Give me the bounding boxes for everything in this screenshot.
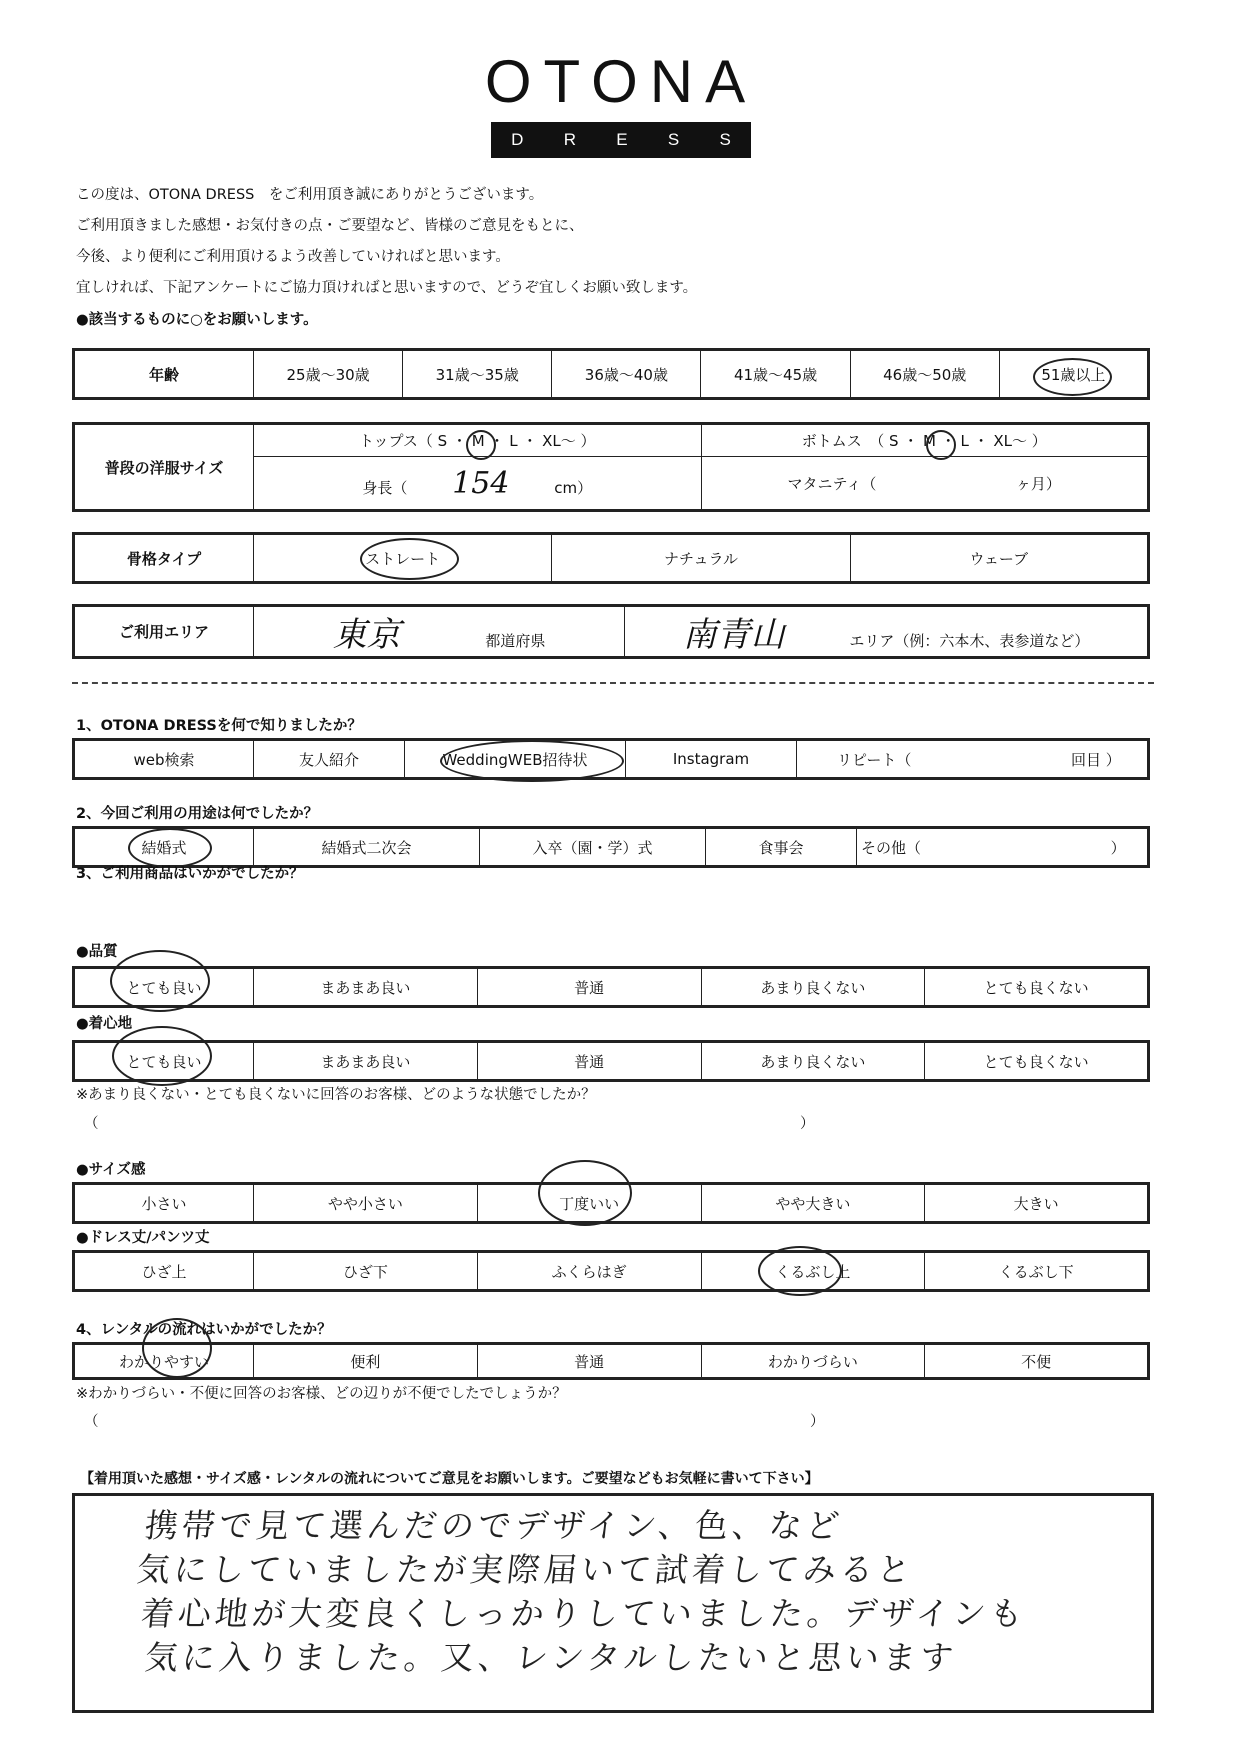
area-table (72, 604, 1150, 659)
length-option[interactable]: くるぶし下 (925, 1252, 1149, 1291)
prefecture-value: 東京 (332, 615, 401, 655)
logo-letter: S (719, 130, 731, 149)
comfort-table (72, 1040, 1150, 1082)
age-option[interactable]: 46歳〜50歳 (850, 350, 999, 399)
comfort-option-selected[interactable]: とても良い (74, 1042, 254, 1081)
quality-option[interactable]: とても良くない (925, 968, 1149, 1007)
q1-repeat-unit: 回目 ） (1070, 750, 1121, 769)
q4-option[interactable]: 不便 (925, 1344, 1149, 1379)
age-option[interactable]: 41歳〜45歳 (701, 350, 850, 399)
comment-line: 着心地が大変良くしっかりしていました。デザインも (139, 1594, 1029, 1633)
quality-option-selected[interactable]: とても良い (74, 968, 254, 1007)
body-type-label: 骨格タイプ (74, 534, 254, 583)
comment-heading: 【着用頂いた感想・サイズ感・レンタルの流れについてご意見をお願いします。ご要望などもお気軽に書いて下さい】 (80, 1471, 819, 1487)
intro-line: この度は、OTONA DRESS をご利用頂き誠にありがとうございます。 (76, 187, 544, 203)
length-table (72, 1250, 1150, 1292)
length-option-selected[interactable]: くるぶし上 (701, 1252, 925, 1291)
q2-other-close: ） (1110, 838, 1126, 857)
brand-logo-sub (491, 122, 751, 158)
q1-repeat-field[interactable] (797, 740, 1149, 779)
q2-other-field[interactable] (857, 828, 1149, 867)
q4-table (72, 1342, 1150, 1380)
fit-option[interactable]: 大きい (925, 1184, 1149, 1223)
fit-option[interactable]: 小さい (74, 1184, 254, 1223)
comfort-option[interactable]: とても良くない (925, 1042, 1149, 1081)
paren-open: （ (84, 1414, 99, 1430)
prefecture-label: 都道府県 (485, 632, 546, 650)
q4-option[interactable]: 便利 (254, 1344, 478, 1379)
prefecture-field[interactable] (254, 606, 625, 658)
q1-repeat-label: リピート（ (837, 750, 912, 769)
q4-option[interactable]: 普通 (477, 1344, 701, 1379)
q2-option[interactable]: 結婚式二次会 (254, 828, 480, 867)
comment-line: 気にしていましたが実際届いて試着してみると (135, 1550, 917, 1589)
maternity-unit: ヶ月） (1015, 474, 1061, 493)
q2-other-label: その他（ (861, 838, 922, 857)
size-label: 普段の洋服サイズ (74, 424, 254, 511)
comment-line: 気に入りました。又、レンタルしたいと思います (143, 1638, 959, 1677)
size-table (72, 422, 1150, 512)
height-unit: cm） (554, 478, 593, 497)
length-option[interactable]: ひざ下 (254, 1252, 478, 1291)
q1-option[interactable]: Instagram (626, 740, 797, 779)
bottoms-size[interactable]: ボトムス （ S ・ M ・ L ・ XL〜 ） (701, 424, 1149, 457)
maternity-field[interactable] (701, 457, 1149, 511)
quality-option[interactable]: まあまあ良い (254, 968, 478, 1007)
age-table (72, 348, 1150, 400)
length-option[interactable]: ふくらはぎ (477, 1252, 701, 1291)
logo-letter: S (667, 130, 680, 149)
area-example-label: エリア（例：六本木、表参道など） (849, 632, 1090, 650)
age-option-selected[interactable]: 51歳以上 (999, 350, 1148, 399)
logo-letter: D (511, 130, 524, 149)
age-option[interactable]: 25歳〜30歳 (254, 350, 403, 399)
comfort-option[interactable]: 普通 (477, 1042, 701, 1081)
maternity-label: マタニティ（ (787, 474, 877, 493)
divider (72, 682, 1154, 684)
intro-line: 今後、より便利にご利用頂けるよう改善していければと思います。 (76, 249, 510, 265)
q1-option[interactable]: web検索 (74, 740, 254, 779)
tops-size[interactable]: トップス（ S ・ M ・ L ・ XL〜 ） (254, 424, 702, 457)
length-label: ●ドレス丈/パンツ丈 (76, 1230, 210, 1246)
q2-option-selected[interactable]: 結婚式 (74, 828, 254, 867)
body-type-option-selected[interactable]: ストレート (254, 534, 552, 583)
q3-title: 3、ご利用商品はいかがでしたか？ (76, 866, 304, 882)
comfort-option[interactable]: まあまあ良い (254, 1042, 478, 1081)
q1-option[interactable]: 友人紹介 (254, 740, 405, 779)
quality-label: ●品質 (76, 944, 118, 960)
length-option[interactable]: ひざ上 (74, 1252, 254, 1291)
brand-logo: OTONA (484, 48, 758, 115)
height-value: 154 (452, 465, 510, 501)
paren-close: ） (810, 1414, 825, 1430)
q4-option[interactable]: わかりづらい (701, 1344, 925, 1379)
fit-option[interactable]: やや大きい (701, 1184, 925, 1223)
q1-option-selected[interactable]: WeddingWEB招待状 (405, 740, 626, 779)
q4-option-selected[interactable]: わかりやすい (74, 1344, 254, 1379)
age-option[interactable]: 36歳〜40歳 (552, 350, 701, 399)
q1-table (72, 738, 1150, 780)
intro-line: ご利用頂きました感想・お気付きの点・ご要望など、皆様のご意見をもとに、 (76, 218, 584, 234)
fit-table (72, 1182, 1150, 1224)
age-label: 年齢 (74, 350, 254, 399)
intro-line: 宜しければ、下記アンケートにご協力頂ければと思いますので、どうぞ宜しくお願い致します。 (76, 280, 698, 296)
quality-option[interactable]: あまり良くない (701, 968, 925, 1007)
paren-close: ） (800, 1116, 815, 1132)
comfort-option[interactable]: あまり良くない (701, 1042, 925, 1081)
fit-option-selected[interactable]: 丁度いい (477, 1184, 701, 1223)
intro-text (76, 180, 697, 304)
comment-line: 携帯で見て選んだのでデザイン、色、など (143, 1506, 846, 1545)
body-type-option[interactable]: ナチュラル (552, 534, 850, 583)
fit-option[interactable]: やや小さい (254, 1184, 478, 1223)
body-type-table (72, 532, 1150, 584)
comfort-label: ●着心地 (76, 1016, 133, 1032)
quality-table (72, 966, 1150, 1008)
paren-open: （ (84, 1116, 99, 1132)
q2-option[interactable]: 食事会 (706, 828, 857, 867)
q2-option[interactable]: 入卒（園・学）式 (480, 828, 706, 867)
q2-title: 2、今回ご利用の用途は何でしたか？ (76, 806, 319, 822)
area-field[interactable] (625, 606, 1149, 658)
logo-letter: R (563, 130, 576, 149)
area-value: 南青山 (682, 615, 785, 655)
instruction: ●該当するものに○をお願いします。 (76, 312, 318, 328)
logo-letter: E (616, 130, 628, 149)
height-field[interactable] (254, 457, 702, 511)
q1-title: 1、OTONA DRESSを何で知りましたか？ (76, 718, 362, 734)
quality-option[interactable]: 普通 (477, 968, 701, 1007)
q4-title: 4、レンタルの流れはいかがでしたか？ (76, 1322, 332, 1338)
comment-box[interactable] (72, 1493, 1154, 1713)
fit-label: ●サイズ感 (76, 1162, 146, 1178)
area-label: ご利用エリア (74, 606, 254, 658)
comfort-note: ※あまり良くない・とても良くないに回答のお客様、どのような状態でしたか？ (76, 1087, 596, 1103)
q4-note: ※わかりづらい・不便に回答のお客様、どの辺りが不便でしたでしょうか？ (76, 1386, 567, 1402)
body-type-option[interactable]: ウェーブ (850, 534, 1148, 583)
age-option[interactable]: 31歳〜35歳 (403, 350, 552, 399)
height-label: 身長（ (362, 478, 408, 497)
